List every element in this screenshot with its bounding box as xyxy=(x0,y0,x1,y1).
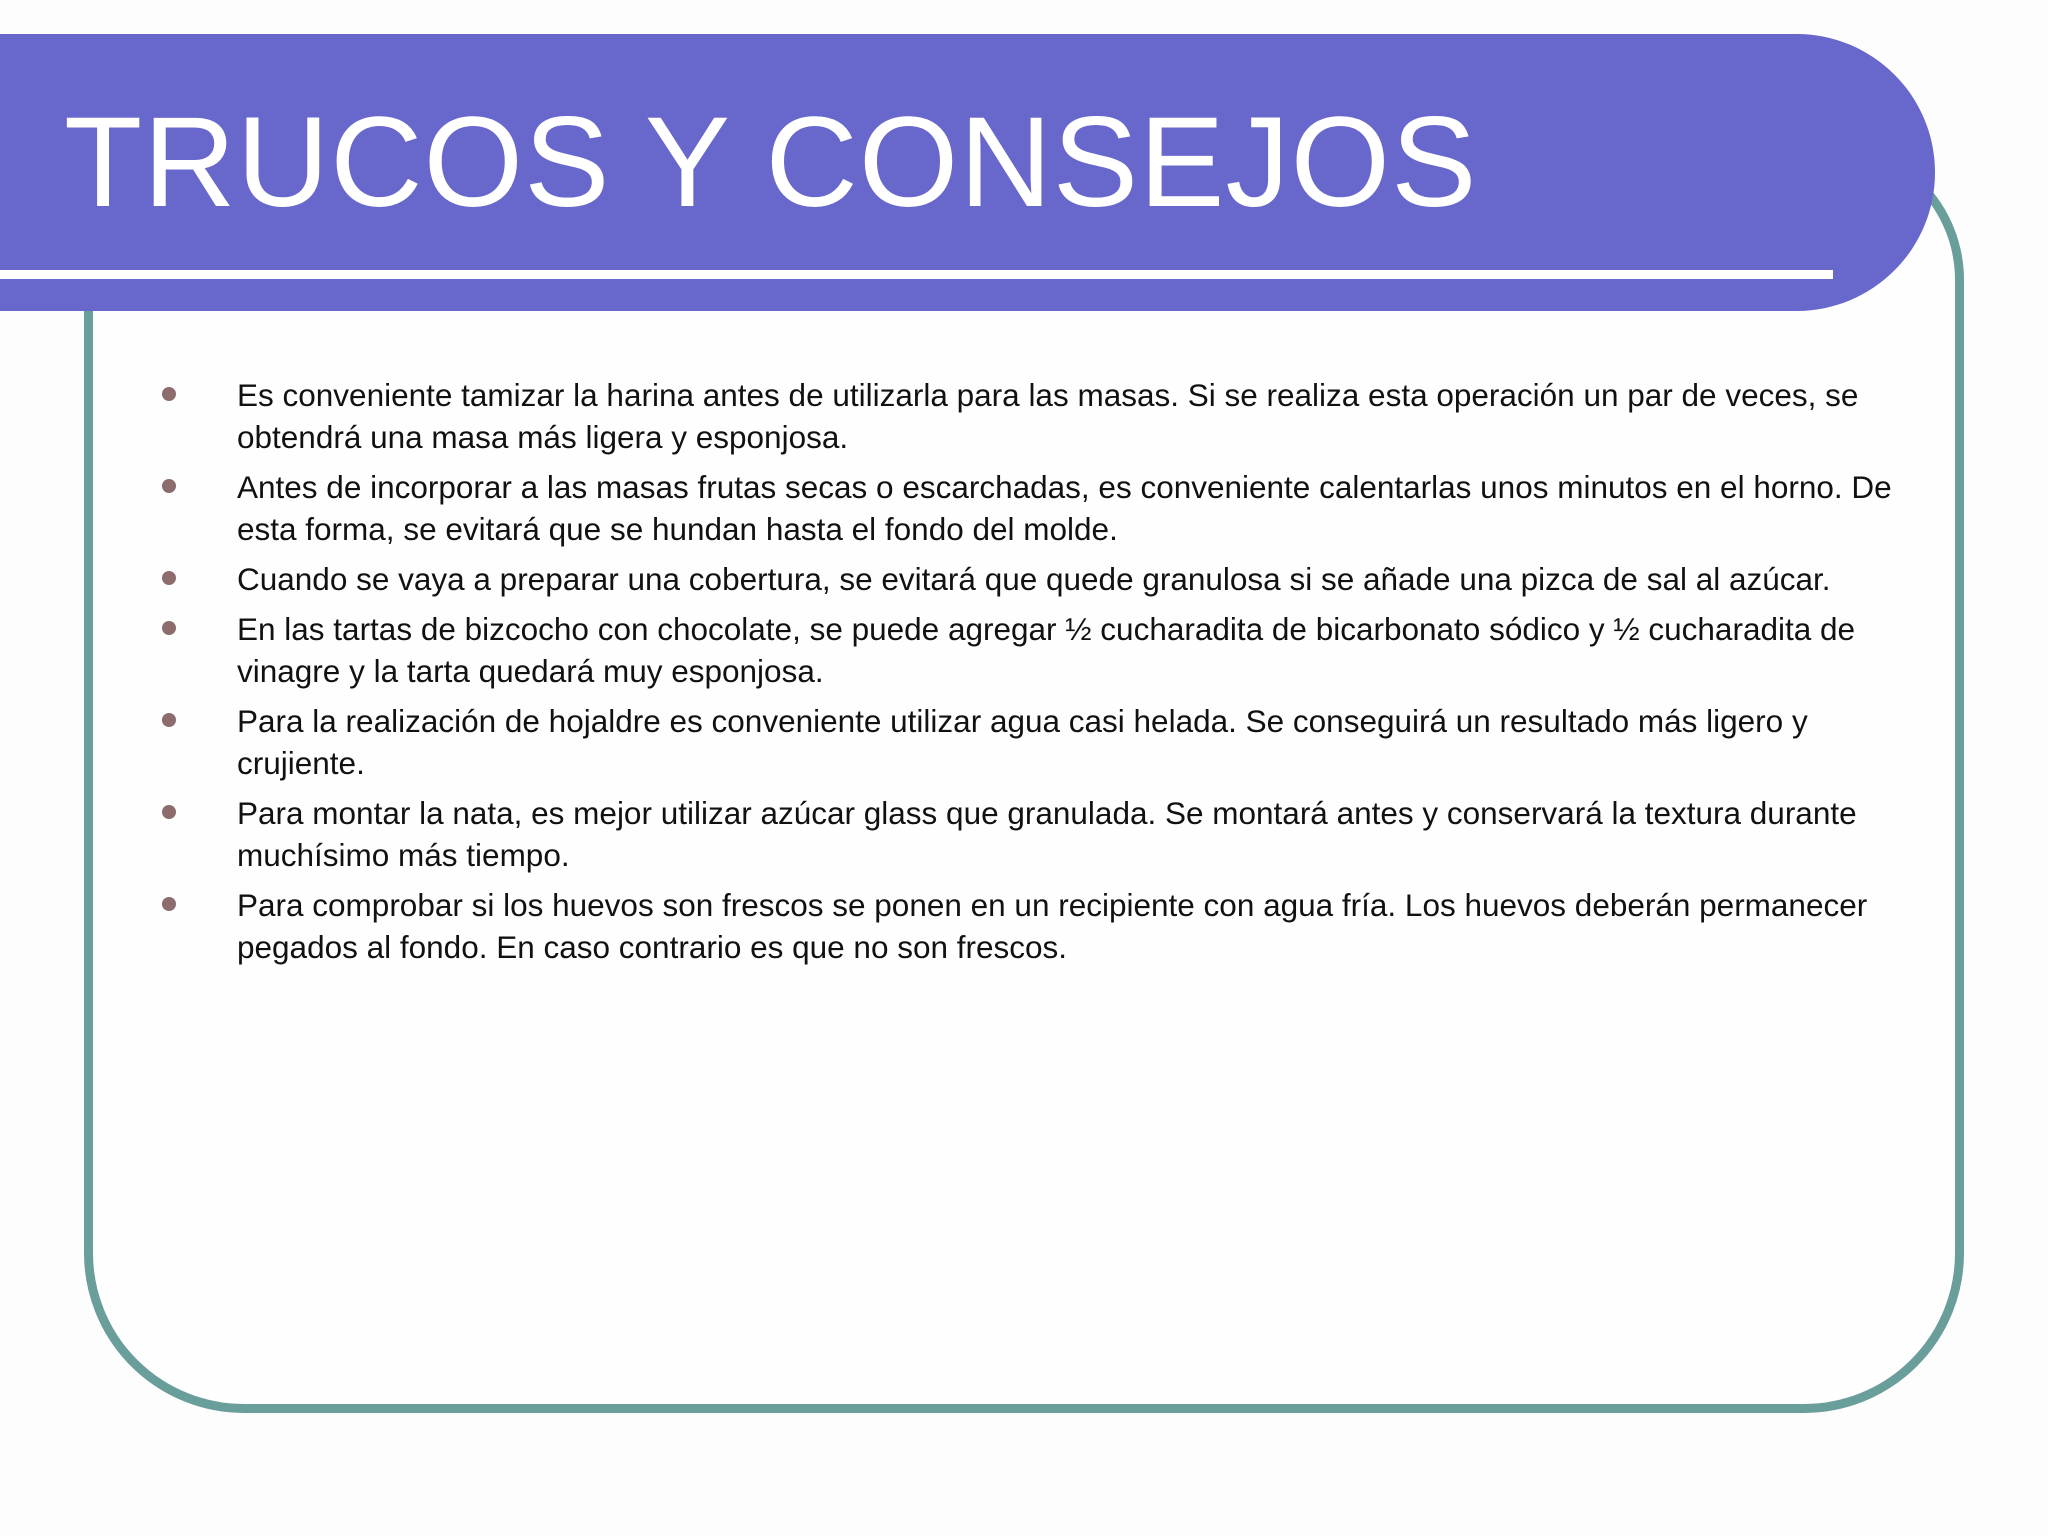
tip-text: Para la realización de hojaldre es conveniente utilizar agua casi helada. Se conseguirá un resultado más ligero y crujiente. xyxy=(237,703,1808,781)
title-underline xyxy=(0,270,1833,279)
list-item xyxy=(160,374,1920,458)
bullet-icon xyxy=(162,713,176,727)
list-item xyxy=(160,792,1920,876)
bullet-icon xyxy=(162,571,176,585)
bullet-icon xyxy=(162,387,176,401)
tip-text: En las tartas de bizcocho con chocolate, se puede agregar ½ cucharadita de bicarbonato sódico y ½ cucharadita de vinagre y la tarta quedará muy esponjosa. xyxy=(237,611,1856,689)
tips-list xyxy=(160,374,1920,976)
tip-text: Cuando se vaya a preparar una cobertura, se evitará que quede granulosa si se añade una pizca de sal al azúcar. xyxy=(237,561,1831,597)
list-item xyxy=(160,700,1920,784)
list-item xyxy=(160,466,1920,550)
tip-text: Es conveniente tamizar la harina antes de utilizarla para las masas. Si se realiza esta operación un par de veces, se obtendrá una masa más ligera y esponjosa. xyxy=(237,377,1859,455)
tip-text: Para comprobar si los huevos son frescos se ponen en un recipiente con agua fría. Los huevos deberán permanecer pegados al fondo. En caso contrario es que no son frescos. xyxy=(237,887,1868,965)
slide-title: TRUCOS Y CONSEJOS xyxy=(64,91,1478,234)
list-item xyxy=(160,884,1920,968)
tip-text: Antes de incorporar a las masas frutas secas o escarchadas, es conveniente calentarlas unos minutos en el horno. De esta forma, se evitará que se hundan hasta el fondo del molde. xyxy=(237,469,1892,547)
list-item xyxy=(160,558,1920,600)
bullet-icon xyxy=(162,479,176,493)
list-item xyxy=(160,608,1920,692)
bullet-icon xyxy=(162,805,176,819)
bullet-icon xyxy=(162,897,176,911)
bullet-icon xyxy=(162,621,176,635)
tip-text: Para montar la nata, es mejor utilizar azúcar glass que granulada. Se montará antes y conservará la textura durante muchísimo más tiempo. xyxy=(237,795,1857,873)
